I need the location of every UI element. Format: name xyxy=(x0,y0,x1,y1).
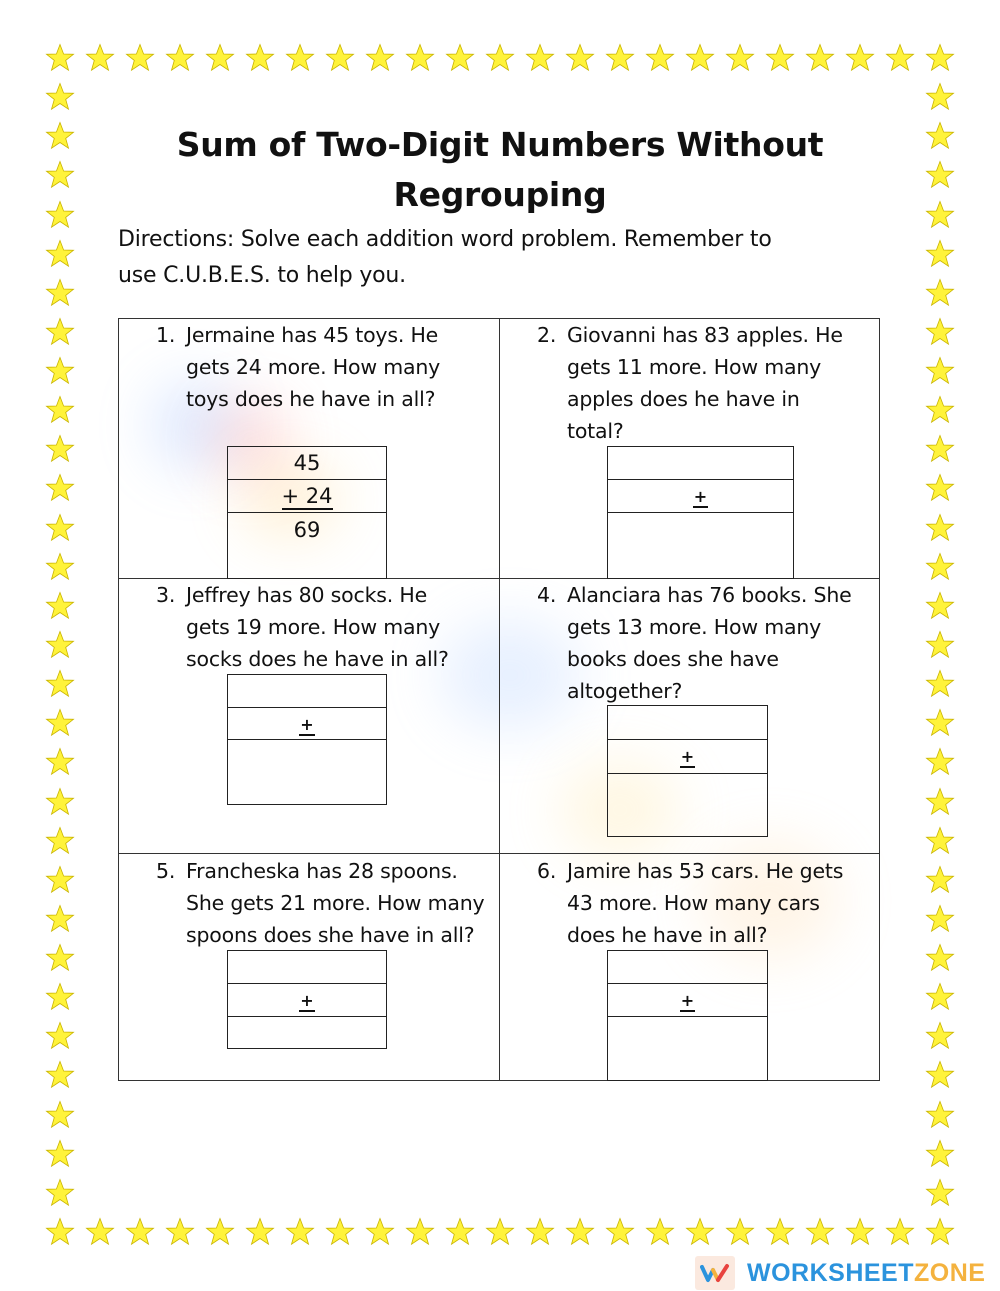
problem-number: 3. xyxy=(156,583,176,607)
star-icon xyxy=(45,513,75,543)
problem-line: altogether? xyxy=(567,679,683,703)
star-icon xyxy=(85,43,115,73)
star-icon xyxy=(925,1021,955,1051)
star-icon xyxy=(925,630,955,660)
star-icon xyxy=(925,787,955,817)
star-icon xyxy=(565,1217,595,1247)
sum-answer[interactable] xyxy=(228,1017,386,1049)
star-icon xyxy=(45,43,75,73)
addend-bottom-value: + 24 xyxy=(281,484,333,508)
answer-box-2 xyxy=(607,446,794,579)
addend-bottom[interactable] xyxy=(228,715,386,735)
row-divider xyxy=(228,739,386,740)
star-icon xyxy=(45,356,75,386)
star-icon xyxy=(45,552,75,582)
star-icon xyxy=(205,1217,235,1247)
star-icon xyxy=(285,43,315,73)
star-icon xyxy=(45,278,75,308)
addend-bottom[interactable] xyxy=(228,991,386,1011)
star-icon xyxy=(925,552,955,582)
problem-line: Francheska has 28 spoons. xyxy=(186,859,458,883)
star-icon xyxy=(925,278,955,308)
star-icon xyxy=(45,982,75,1012)
problem-line: gets 11 more. How many xyxy=(567,355,822,379)
logo-text-zone: ZONE xyxy=(914,1258,986,1287)
star-icon xyxy=(925,82,955,112)
sum-answer[interactable]: 69 xyxy=(293,518,321,542)
addend-top[interactable] xyxy=(228,675,386,707)
star-icon xyxy=(45,1178,75,1208)
star-icon xyxy=(45,591,75,621)
star-icon xyxy=(45,904,75,934)
star-icon xyxy=(925,160,955,190)
star-icon xyxy=(925,591,955,621)
plus-sign: + xyxy=(680,747,695,766)
star-icon xyxy=(685,43,715,73)
worksheetzone-logo[interactable] xyxy=(695,1256,985,1290)
page-title-line-2: Regrouping xyxy=(393,175,607,214)
addend-top[interactable] xyxy=(228,951,386,983)
star-icon xyxy=(45,1021,75,1051)
problem-number: 1. xyxy=(156,323,176,347)
directions xyxy=(118,222,888,294)
star-icon xyxy=(45,121,75,151)
problem-5-text xyxy=(156,855,506,951)
problem-number: 6. xyxy=(537,859,557,883)
problem-line: gets 24 more. How many xyxy=(186,355,441,379)
problem-line: does he have in all? xyxy=(567,923,768,947)
star-icon xyxy=(45,787,75,817)
row-divider xyxy=(608,983,767,984)
problem-6-text xyxy=(537,855,877,951)
star-icon xyxy=(565,43,595,73)
star-icon xyxy=(725,1217,755,1247)
sum-answer[interactable] xyxy=(228,741,386,805)
star-icon xyxy=(445,1217,475,1247)
problem-line: gets 19 more. How many xyxy=(186,615,441,639)
row-divider xyxy=(608,512,793,513)
problem-line: gets 13 more. How many xyxy=(567,615,822,639)
problem-line: total? xyxy=(567,419,624,443)
star-icon xyxy=(925,473,955,503)
sum-answer[interactable] xyxy=(608,774,767,836)
star-icon xyxy=(605,43,635,73)
problem-line: Jermaine has 45 toys. He xyxy=(186,323,439,347)
star-icon xyxy=(765,43,795,73)
star-icon xyxy=(45,747,75,777)
star-icon xyxy=(925,708,955,738)
problem-line: 43 more. How many cars xyxy=(567,891,820,915)
star-icon xyxy=(925,513,955,543)
star-icon xyxy=(405,1217,435,1247)
plus-sign: + xyxy=(693,487,708,506)
star-icon xyxy=(805,43,835,73)
sum-answer[interactable] xyxy=(608,1017,767,1081)
star-icon xyxy=(45,473,75,503)
plus-sign: + xyxy=(680,991,695,1010)
logo-wordmark xyxy=(747,1259,985,1288)
star-icon xyxy=(925,395,955,425)
problem-3-text xyxy=(156,579,496,675)
star-icon xyxy=(925,1060,955,1090)
star-icon xyxy=(45,239,75,269)
problem-line: Jeffrey has 80 socks. He xyxy=(186,583,427,607)
star-icon xyxy=(45,317,75,347)
directions-line-1: Directions: Solve each addition word problem. Remember to xyxy=(118,227,772,252)
star-icon xyxy=(925,826,955,856)
star-icon xyxy=(805,1217,835,1247)
star-icon xyxy=(45,395,75,425)
star-icon xyxy=(485,1217,515,1247)
directions-line-2: use C.U.B.E.S. to help you. xyxy=(118,263,406,288)
star-icon xyxy=(925,317,955,347)
star-icon xyxy=(725,43,755,73)
star-icon xyxy=(885,1217,915,1247)
star-icon xyxy=(125,43,155,73)
star-icon xyxy=(405,43,435,73)
plus-sign: + xyxy=(300,991,314,1010)
star-icon xyxy=(925,200,955,230)
star-icon xyxy=(245,1217,275,1247)
star-icon xyxy=(45,160,75,190)
star-icon xyxy=(165,1217,195,1247)
answer-box-4 xyxy=(607,705,768,837)
star-icon xyxy=(45,1217,75,1247)
star-icon xyxy=(925,1139,955,1169)
star-icon xyxy=(765,1217,795,1247)
star-icon xyxy=(165,43,195,73)
star-icon xyxy=(45,708,75,738)
problem-line: apples does he have in xyxy=(567,387,800,411)
star-icon xyxy=(685,1217,715,1247)
star-icon xyxy=(925,865,955,895)
problem-line: toys does he have in all? xyxy=(186,387,436,411)
star-icon xyxy=(925,669,955,699)
addend-bottom[interactable] xyxy=(608,487,793,507)
problem-number: 4. xyxy=(537,583,557,607)
addend-top[interactable] xyxy=(608,706,767,739)
problem-number: 5. xyxy=(156,859,176,883)
star-icon xyxy=(285,1217,315,1247)
addend-top[interactable] xyxy=(608,951,767,983)
star-icon xyxy=(45,200,75,230)
star-icon xyxy=(45,669,75,699)
star-icon xyxy=(45,82,75,112)
problem-line: spoons does she have in all? xyxy=(186,923,475,947)
star-icon xyxy=(325,43,355,73)
star-icon xyxy=(605,1217,635,1247)
row-divider xyxy=(228,707,386,708)
star-icon xyxy=(845,1217,875,1247)
star-icon xyxy=(125,1217,155,1247)
star-icon xyxy=(45,1139,75,1169)
problem-line: Alanciara has 76 books. She xyxy=(567,583,852,607)
page-title-line-1: Sum of Two-Digit Numbers Without xyxy=(176,125,824,164)
star-icon xyxy=(45,630,75,660)
answer-box-1 xyxy=(227,446,387,579)
row-divider xyxy=(608,479,793,480)
problem-line: She gets 21 more. How many xyxy=(186,891,485,915)
problem-line: Giovanni has 83 apples. He xyxy=(567,323,843,347)
star-icon xyxy=(925,434,955,464)
star-icon xyxy=(45,1060,75,1090)
star-icon xyxy=(645,43,675,73)
sum-answer[interactable] xyxy=(608,514,793,578)
star-icon xyxy=(365,1217,395,1247)
problems-table xyxy=(118,318,880,1080)
star-icon xyxy=(485,43,515,73)
star-icon xyxy=(925,1217,955,1247)
star-icon xyxy=(45,434,75,464)
problem-4-text xyxy=(537,579,877,707)
star-icon xyxy=(45,943,75,973)
star-icon xyxy=(925,747,955,777)
star-icon xyxy=(925,943,955,973)
star-icon xyxy=(925,982,955,1012)
row-divider xyxy=(228,983,386,984)
star-icon xyxy=(45,826,75,856)
addend-top[interactable]: 45 xyxy=(293,451,321,475)
problem-1-text xyxy=(156,319,496,415)
star-icon xyxy=(365,43,395,73)
problem-line: socks does he have in all? xyxy=(186,647,449,671)
row-divider xyxy=(228,512,386,513)
star-icon xyxy=(925,121,955,151)
star-icon xyxy=(845,43,875,73)
star-icon xyxy=(445,43,475,73)
problem-line: Jamire has 53 cars. He gets xyxy=(567,859,844,883)
problem-2-text xyxy=(537,319,877,447)
addend-bottom[interactable] xyxy=(608,991,767,1011)
star-icon xyxy=(925,356,955,386)
problem-line: books does she have xyxy=(567,647,779,671)
star-icon xyxy=(645,1217,675,1247)
star-icon xyxy=(325,1217,355,1247)
star-icon xyxy=(925,239,955,269)
star-icon xyxy=(525,43,555,73)
star-icon xyxy=(45,1100,75,1130)
addend-bottom[interactable] xyxy=(228,480,386,512)
star-icon xyxy=(245,43,275,73)
star-icon xyxy=(925,1178,955,1208)
logo-text-worksheet: WORKSHEET xyxy=(747,1258,914,1287)
problem-number: 2. xyxy=(537,323,557,347)
star-icon xyxy=(925,43,955,73)
answer-box-6 xyxy=(607,950,768,1081)
star-icon xyxy=(525,1217,555,1247)
row-divider xyxy=(608,739,767,740)
addend-bottom[interactable] xyxy=(608,747,767,767)
star-icon xyxy=(925,1100,955,1130)
star-icon xyxy=(925,904,955,934)
answer-box-3 xyxy=(227,674,387,805)
logo-w-icon xyxy=(695,1256,735,1290)
addend-top[interactable] xyxy=(608,447,793,479)
star-icon xyxy=(885,43,915,73)
answer-box-5 xyxy=(227,950,387,1049)
plus-sign: + xyxy=(300,715,314,734)
star-icon xyxy=(205,43,235,73)
star-icon xyxy=(45,865,75,895)
star-icon xyxy=(85,1217,115,1247)
